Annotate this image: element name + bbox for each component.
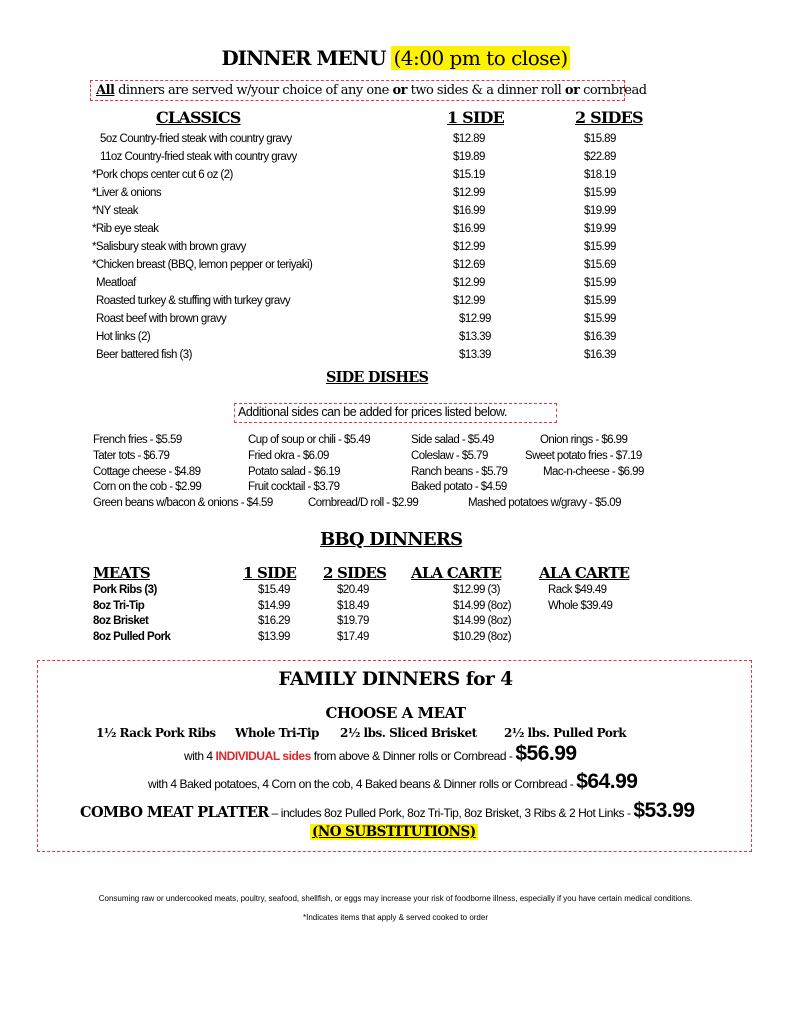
title-hours: (4:00 pm to close) [393,46,568,70]
bbq-meat: Pork Ribs (3) [93,584,157,596]
family-option-2 [148,770,637,794]
classics-item-price-1side: $13.39 [459,349,491,361]
side-dish-item: Green beans w/bacon & onions - $4.59 [93,497,273,509]
side-dish-item: French fries - $5.59 [93,434,182,446]
intro-note [96,83,647,98]
side-dish-item: Mashed potatoes w/gravy - $5.09 [468,497,621,509]
classics-item-price-1side: $12.99 [453,295,485,307]
classics-item-name: 5oz Country-fried steak with country gravy [100,133,292,145]
family-meat-tritip: Whole Tri-Tip [235,726,319,740]
intro-part2: two sides & a dinner roll [406,83,565,98]
title-main: DINNER MENU [221,46,386,70]
family-meat-pulled-pork: 2½ lbs. Pulled Pork [504,726,627,740]
opt2-price: $64.99 [576,770,638,793]
classics-item [0,295,791,313]
no-substitutions: (NO SUBSTITUTIONS) [312,824,476,840]
side-dish-item: Corn on the cob - $2.99 [93,481,202,493]
side-dish-item: Cup of soup or chili - $5.49 [248,434,371,446]
classics-item-price-2sides: $22.89 [584,151,616,163]
bbq-price-1side: $15.49 [258,584,290,596]
bbq-col-alacarte-2: ALA CARTE [539,564,630,582]
opt1-individual-sides: INDIVIDUAL sides [215,749,311,763]
classics-item-price-2sides: $15.99 [584,313,616,325]
classics-item-name: 11oz Country-fried steak with country gravy [100,151,297,163]
family-meat-ribs: 1½ Rack Pork Ribs [96,726,216,740]
classics-item-price-2sides: $16.39 [584,349,616,361]
family-header: FAMILY DINNERS for 4 [278,669,513,690]
classics-item-price-1side: $12.99 [453,277,485,289]
combo-platter [80,799,695,823]
classics-item-price-1side: $16.99 [453,205,485,217]
classics-item-price-1side: $12.99 [453,187,485,199]
bbq-price-2sides: $17.49 [337,630,369,643]
side-dish-item: Tater tots - $6.79 [93,450,170,462]
bbq-price-alacarte-2: Rack $49.49 [548,584,607,596]
bbq-header: BBQ DINNERS [320,529,463,550]
intro-or2: or [564,83,580,98]
family-meat-brisket: 2½ lbs. Sliced Brisket [340,726,477,740]
classics-item [0,277,791,295]
classics-item-price-1side: $12.99 [453,241,485,253]
classics-item [0,169,791,187]
bbq-meat: 8oz Pulled Pork [93,630,171,643]
classics-item [0,223,791,241]
classics-item-name: Roast beef with brown gravy [96,313,227,325]
intro-or1: or [392,83,407,98]
intro-all: All [96,83,115,98]
bbq-price-1side: $16.29 [258,615,290,627]
bbq-row [0,631,791,649]
bbq-meat: 8oz Tri-Tip [93,599,145,612]
bbq-price-2sides: $19.79 [337,615,369,627]
side-dishes-header: SIDE DISHES [326,369,429,386]
side-dish-item: Onion rings - $6.99 [540,434,628,446]
classics-item [0,259,791,277]
side-dish-item: Ranch beans - $5.79 [411,466,508,478]
bbq-price-alacarte-2: Whole $39.49 [548,599,613,612]
classics-item-price-2sides: $18.19 [584,169,616,181]
bbq-price-alacarte: $14.99 (8oz) [453,615,511,627]
classics-header: CLASSICS [156,108,241,127]
side-dish-item: Baked potato - $4.59 [411,481,507,493]
classics-col-2sides: 2 SIDES [575,108,643,127]
intro-part3: cornbread [579,83,647,98]
classics-item [0,313,791,331]
foodborne-warning: Consuming raw or undercooked meats, poultry, seafood, shellfish, or eggs may increase your risk of foodborne illness, especially if you have certain medical conditions. [98,894,693,903]
classics-item-price-2sides: $15.99 [584,187,616,199]
side-dish-item: Fried okra - $6.09 [248,450,329,462]
bbq-price-1side: $13.99 [258,630,290,643]
bbq-price-alacarte: $12.99 (3) [453,584,500,596]
asterisk-note: *Indicates items that apply & served cooked to order [303,913,488,922]
classics-item-name: *Pork chops center cut 6 oz (2) [92,169,233,181]
bbq-price-2sides: $20.49 [337,584,369,596]
bbq-price-alacarte: $14.99 (8oz) [453,599,511,612]
side-dish-item: Cottage cheese - $4.89 [93,466,201,478]
classics-item-price-2sides: $15.99 [584,295,616,307]
classics-item-name: Meatloaf [96,277,136,289]
classics-item [0,205,791,223]
classics-item [0,241,791,259]
classics-item-name: Roasted turkey & stuffing with turkey gravy [96,295,291,307]
bbq-price-alacarte: $10.29 (8oz) [453,630,511,643]
classics-item-name: *Liver & onions [92,187,162,199]
classics-item [0,349,791,367]
classics-item [0,187,791,205]
classics-item-price-2sides: $15.69 [584,259,616,271]
family-option-1 [184,742,577,766]
classics-item-name: *NY steak [92,205,138,217]
opt1-price: $56.99 [515,742,577,765]
side-dish-item: Sweet potato fries - $7.19 [525,450,642,462]
side-dish-item: Mac-n-cheese - $6.99 [543,466,644,478]
classics-item-price-1side: $16.99 [453,223,485,235]
choose-meat-heading: CHOOSE A MEAT [325,704,466,722]
classics-item-name: *Rib eye steak [92,223,159,235]
side-dishes-note: Additional sides can be added for prices listed below. [238,405,507,419]
bbq-col-alacarte: ALA CARTE [411,564,502,582]
combo-desc: – includes 8oz Pulled Pork, 8oz Tri-Tip, 8oz Brisket, 3 Ribs & 2 Hot Links - [268,806,634,820]
classics-item [0,151,791,169]
bbq-col-meats: MEATS [93,564,150,582]
combo-price: $53.99 [633,799,695,822]
classics-item-name: *Salisbury steak with brown gravy [92,241,246,253]
bbq-price-2sides: $18.49 [337,599,369,612]
classics-item-price-2sides: $19.99 [584,205,616,217]
classics-item [0,133,791,151]
page-title [0,46,791,70]
intro-part1: dinners are served w/your choice of any one [114,83,393,98]
side-dish-item: Cornbread/D roll - $2.99 [308,497,419,509]
opt1-post: from above & Dinner rolls or Cornbread - [310,749,516,763]
classics-item-name: *Chicken breast (BBQ, lemon pepper or teriyaki) [92,259,313,271]
opt2-text: with 4 Baked potatoes, 4 Corn on the cob, 4 Baked beans & Dinner rolls or Cornbread - [148,777,577,791]
classics-item-price-1side: $12.89 [453,133,485,145]
bbq-col-2sides: 2 SIDES [323,564,387,582]
classics-item-price-1side: $15.19 [453,169,485,181]
classics-item-price-1side: $13.39 [459,331,491,343]
bbq-price-1side: $14.99 [258,599,290,612]
classics-item-price-1side: $12.99 [459,313,491,325]
classics-item-name: Beer battered fish (3) [96,349,192,361]
opt1-pre: with 4 [184,749,216,763]
bbq-meat: 8oz Brisket [93,615,149,627]
classics-item-price-2sides: $16.39 [584,331,616,343]
bbq-col-1side: 1 SIDE [243,564,297,582]
classics-item-name: Hot links (2) [96,331,151,343]
classics-item [0,331,791,349]
classics-item-price-1side: $12.69 [453,259,485,271]
classics-col-1side: 1 SIDE [447,108,505,127]
classics-item-price-2sides: $15.99 [584,277,616,289]
side-dish-item: Side salad - $5.49 [411,434,494,446]
classics-item-price-1side: $19.89 [453,151,485,163]
classics-item-price-2sides: $15.99 [584,241,616,253]
side-dish-item: Fruit cocktail - $3.79 [248,481,340,493]
side-dish-item: Potato salad - $6.19 [248,466,340,478]
combo-label: COMBO MEAT PLATTER [80,804,269,821]
side-dish-item: Coleslaw - $5.79 [411,450,488,462]
classics-item-price-2sides: $19.99 [584,223,616,235]
classics-item-price-2sides: $15.89 [584,133,616,145]
